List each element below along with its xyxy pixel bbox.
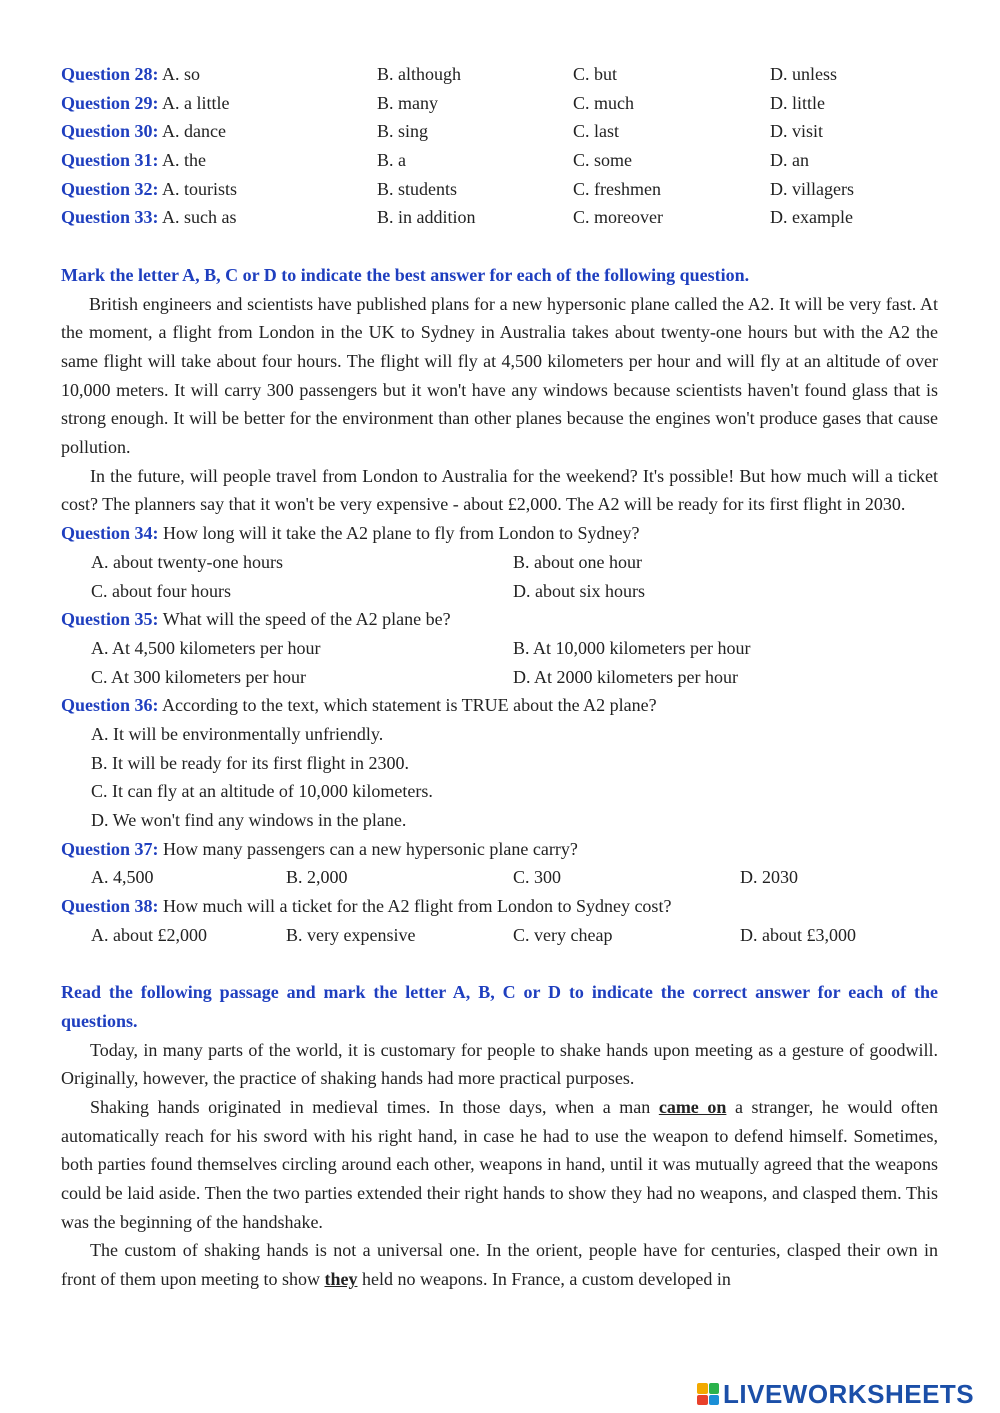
- question-row-33: [61, 203, 938, 232]
- options-row: [61, 634, 938, 663]
- passage-paragraph: The custom of shaking hands is not a universal one. In the orient, people have for centuries, clasped their own in front of them upon meeting to show they held no weapons. In France, a custom developed in: [61, 1240, 938, 1290]
- option-a[interactable]: A. such as: [162, 207, 237, 228]
- option-a[interactable]: A. so: [162, 64, 201, 84]
- options-row: [61, 663, 938, 692]
- option-a[interactable]: A. It will be environmentally unfriendly.: [91, 723, 384, 744]
- passage-paragraph: In the future, will people travel from London to Australia for the weekend? It's possible! But how much will a ticket cost? The planners say that it won't be very expensive - about £2,000. The A2 will be ready for its first flight in 2030.: [61, 465, 938, 515]
- option-c[interactable]: C. last: [573, 121, 620, 142]
- option-c[interactable]: C. but: [573, 64, 618, 84]
- option-d[interactable]: D. visit: [770, 121, 824, 142]
- option-a[interactable]: A. about twenty-one hours: [91, 551, 283, 572]
- question-label: Question 29:: [61, 92, 159, 113]
- option-d[interactable]: D. little: [770, 92, 825, 113]
- question-text: According to the text, which statement is TRUE about the A2 plane?: [162, 695, 657, 716]
- question-label: Question 28:: [61, 64, 159, 84]
- question-37: [61, 835, 938, 864]
- question-text: What will the speed of the A2 plane be?: [162, 609, 451, 630]
- option-b[interactable]: B. very expensive: [286, 924, 416, 945]
- option-d[interactable]: D. At 2000 kilometers per hour: [513, 666, 738, 687]
- question-label: Question 34:: [61, 523, 159, 544]
- option-b[interactable]: B. It will be ready for its first flight in 2300.: [91, 752, 409, 773]
- question-text: How much will a ticket for the A2 flight from London to Sydney cost?: [163, 896, 672, 917]
- option-b[interactable]: B. in addition: [377, 207, 476, 228]
- option-c[interactable]: C. much: [573, 92, 634, 113]
- option-a[interactable]: A. dance: [162, 121, 226, 142]
- question-label: Question 32:: [61, 178, 159, 199]
- option-b[interactable]: B. 2,000: [286, 867, 348, 888]
- option-d[interactable]: D. an: [770, 150, 809, 171]
- option-c[interactable]: C. very cheap: [513, 924, 613, 945]
- option-c[interactable]: C. moreover: [573, 207, 663, 228]
- worksheet-page: [61, 60, 938, 1294]
- logo-icon: [697, 1383, 719, 1405]
- option-d[interactable]: D. villagers: [770, 178, 854, 199]
- option-d[interactable]: D. example: [770, 207, 853, 228]
- question-label: Question 36:: [61, 695, 159, 716]
- options-row: [61, 720, 938, 749]
- question-36: [61, 691, 938, 720]
- question-label: Question 30:: [61, 121, 159, 142]
- options-row: [61, 921, 938, 950]
- option-b[interactable]: B. students: [377, 178, 458, 199]
- option-c[interactable]: C. freshmen: [573, 178, 661, 199]
- question-label: Question 37:: [61, 838, 159, 859]
- option-d[interactable]: D. unless: [770, 64, 837, 84]
- option-a[interactable]: A. 4,500: [91, 867, 154, 888]
- logo-text: LIVEWORKSHEETS: [723, 1378, 975, 1409]
- option-c[interactable]: C. some: [573, 150, 633, 171]
- mcq-block: [61, 60, 938, 232]
- question-label: Question 33:: [61, 207, 159, 228]
- option-c[interactable]: C. It can fly at an altitude of 10,000 kilometers.: [91, 781, 433, 802]
- option-b[interactable]: B. although: [377, 64, 461, 84]
- option-d[interactable]: D. about six hours: [513, 580, 645, 601]
- options-row: [61, 806, 938, 835]
- question-text: How many passengers can a new hypersonic plane carry?: [163, 838, 578, 859]
- question-row-30: [61, 117, 938, 146]
- option-a[interactable]: A. a little: [162, 92, 230, 113]
- option-a[interactable]: A. the: [162, 150, 207, 171]
- options-row: [61, 548, 938, 577]
- question-label: Question 31:: [61, 150, 159, 171]
- option-c[interactable]: C. At 300 kilometers per hour: [91, 666, 306, 687]
- option-b[interactable]: B. sing: [377, 121, 429, 142]
- question-text: How long will it take the A2 plane to fly from London to Sydney?: [163, 523, 640, 544]
- question-35: [61, 605, 938, 634]
- option-b[interactable]: B. many: [377, 92, 438, 113]
- liveworksheets-logo[interactable]: [697, 1378, 974, 1410]
- question-label: Question 38:: [61, 896, 159, 917]
- question-38: [61, 892, 938, 921]
- question-34: [61, 519, 938, 548]
- question-label: Question 35:: [61, 609, 159, 630]
- question-row-29: [61, 89, 938, 118]
- options-row: [61, 749, 938, 778]
- question-row-32: [61, 175, 938, 204]
- section-heading: Mark the letter A, B, C or D to indicate the best answer for each of the following question.: [61, 264, 750, 285]
- question-row-31: [61, 146, 938, 175]
- options-row: [61, 777, 938, 806]
- option-b[interactable]: B. a: [377, 150, 406, 171]
- option-c[interactable]: C. about four hours: [91, 580, 231, 601]
- section-heading: Read the following passage and mark the letter A, B, C or D to indicate the correct answer for each of the questions.: [61, 982, 938, 1031]
- passage-paragraph: Shaking hands originated in medieval times. In those days, when a man came on a stranger, he would often automatically reach for his sword with his right hand, in case he had to use the weapon to defend himself. Sometimes, both parties found themselves circling around each other, weapons in hand, until it was mutually agreed that the weapons could be laid aside. Then the two parties extended their right hands to show they had no weapons, and clasped them. This was the beginning of the handshake.: [61, 1096, 938, 1232]
- question-row-28: [61, 60, 938, 89]
- option-d[interactable]: D. about £3,000: [740, 924, 856, 945]
- option-a[interactable]: A. tourists: [162, 178, 238, 199]
- passage-paragraph: Today, in many parts of the world, it is customary for people to shake hands upon meeting as a gesture of goodwill. Originally, however, the practice of shaking hands had more practical purposes.: [61, 1039, 938, 1089]
- underlined-phrase: they: [324, 1269, 358, 1290]
- option-c[interactable]: C. 300: [513, 867, 562, 888]
- option-d[interactable]: D. We won't find any windows in the plane.: [91, 810, 407, 830]
- passage-paragraph: British engineers and scientists have published plans for a new hypersonic plane called the A2. It will be very fast. At the moment, a flight from London in the UK to Sydney in Australia takes about twenty-one hours but with the A2 the same flight will take about four hours. The flight will fly at 4,500 kilometers per hour and will fly at an altitude of over 10,000 meters. It will carry 300 passengers but it won't have any windows because scientists haven't found glass that is strong enough. It will be better for the environment than other planes because the engines won't produce gases that cause pollution.: [61, 293, 938, 458]
- option-b[interactable]: B. about one hour: [513, 551, 642, 572]
- option-a[interactable]: A. At 4,500 kilometers per hour: [91, 637, 321, 658]
- options-row: [61, 863, 938, 892]
- option-d[interactable]: D. 2030: [740, 867, 798, 888]
- options-row: [61, 577, 938, 606]
- option-a[interactable]: A. about £2,000: [91, 924, 207, 945]
- option-b[interactable]: B. At 10,000 kilometers per hour: [513, 637, 751, 658]
- underlined-phrase: came on: [658, 1096, 727, 1117]
